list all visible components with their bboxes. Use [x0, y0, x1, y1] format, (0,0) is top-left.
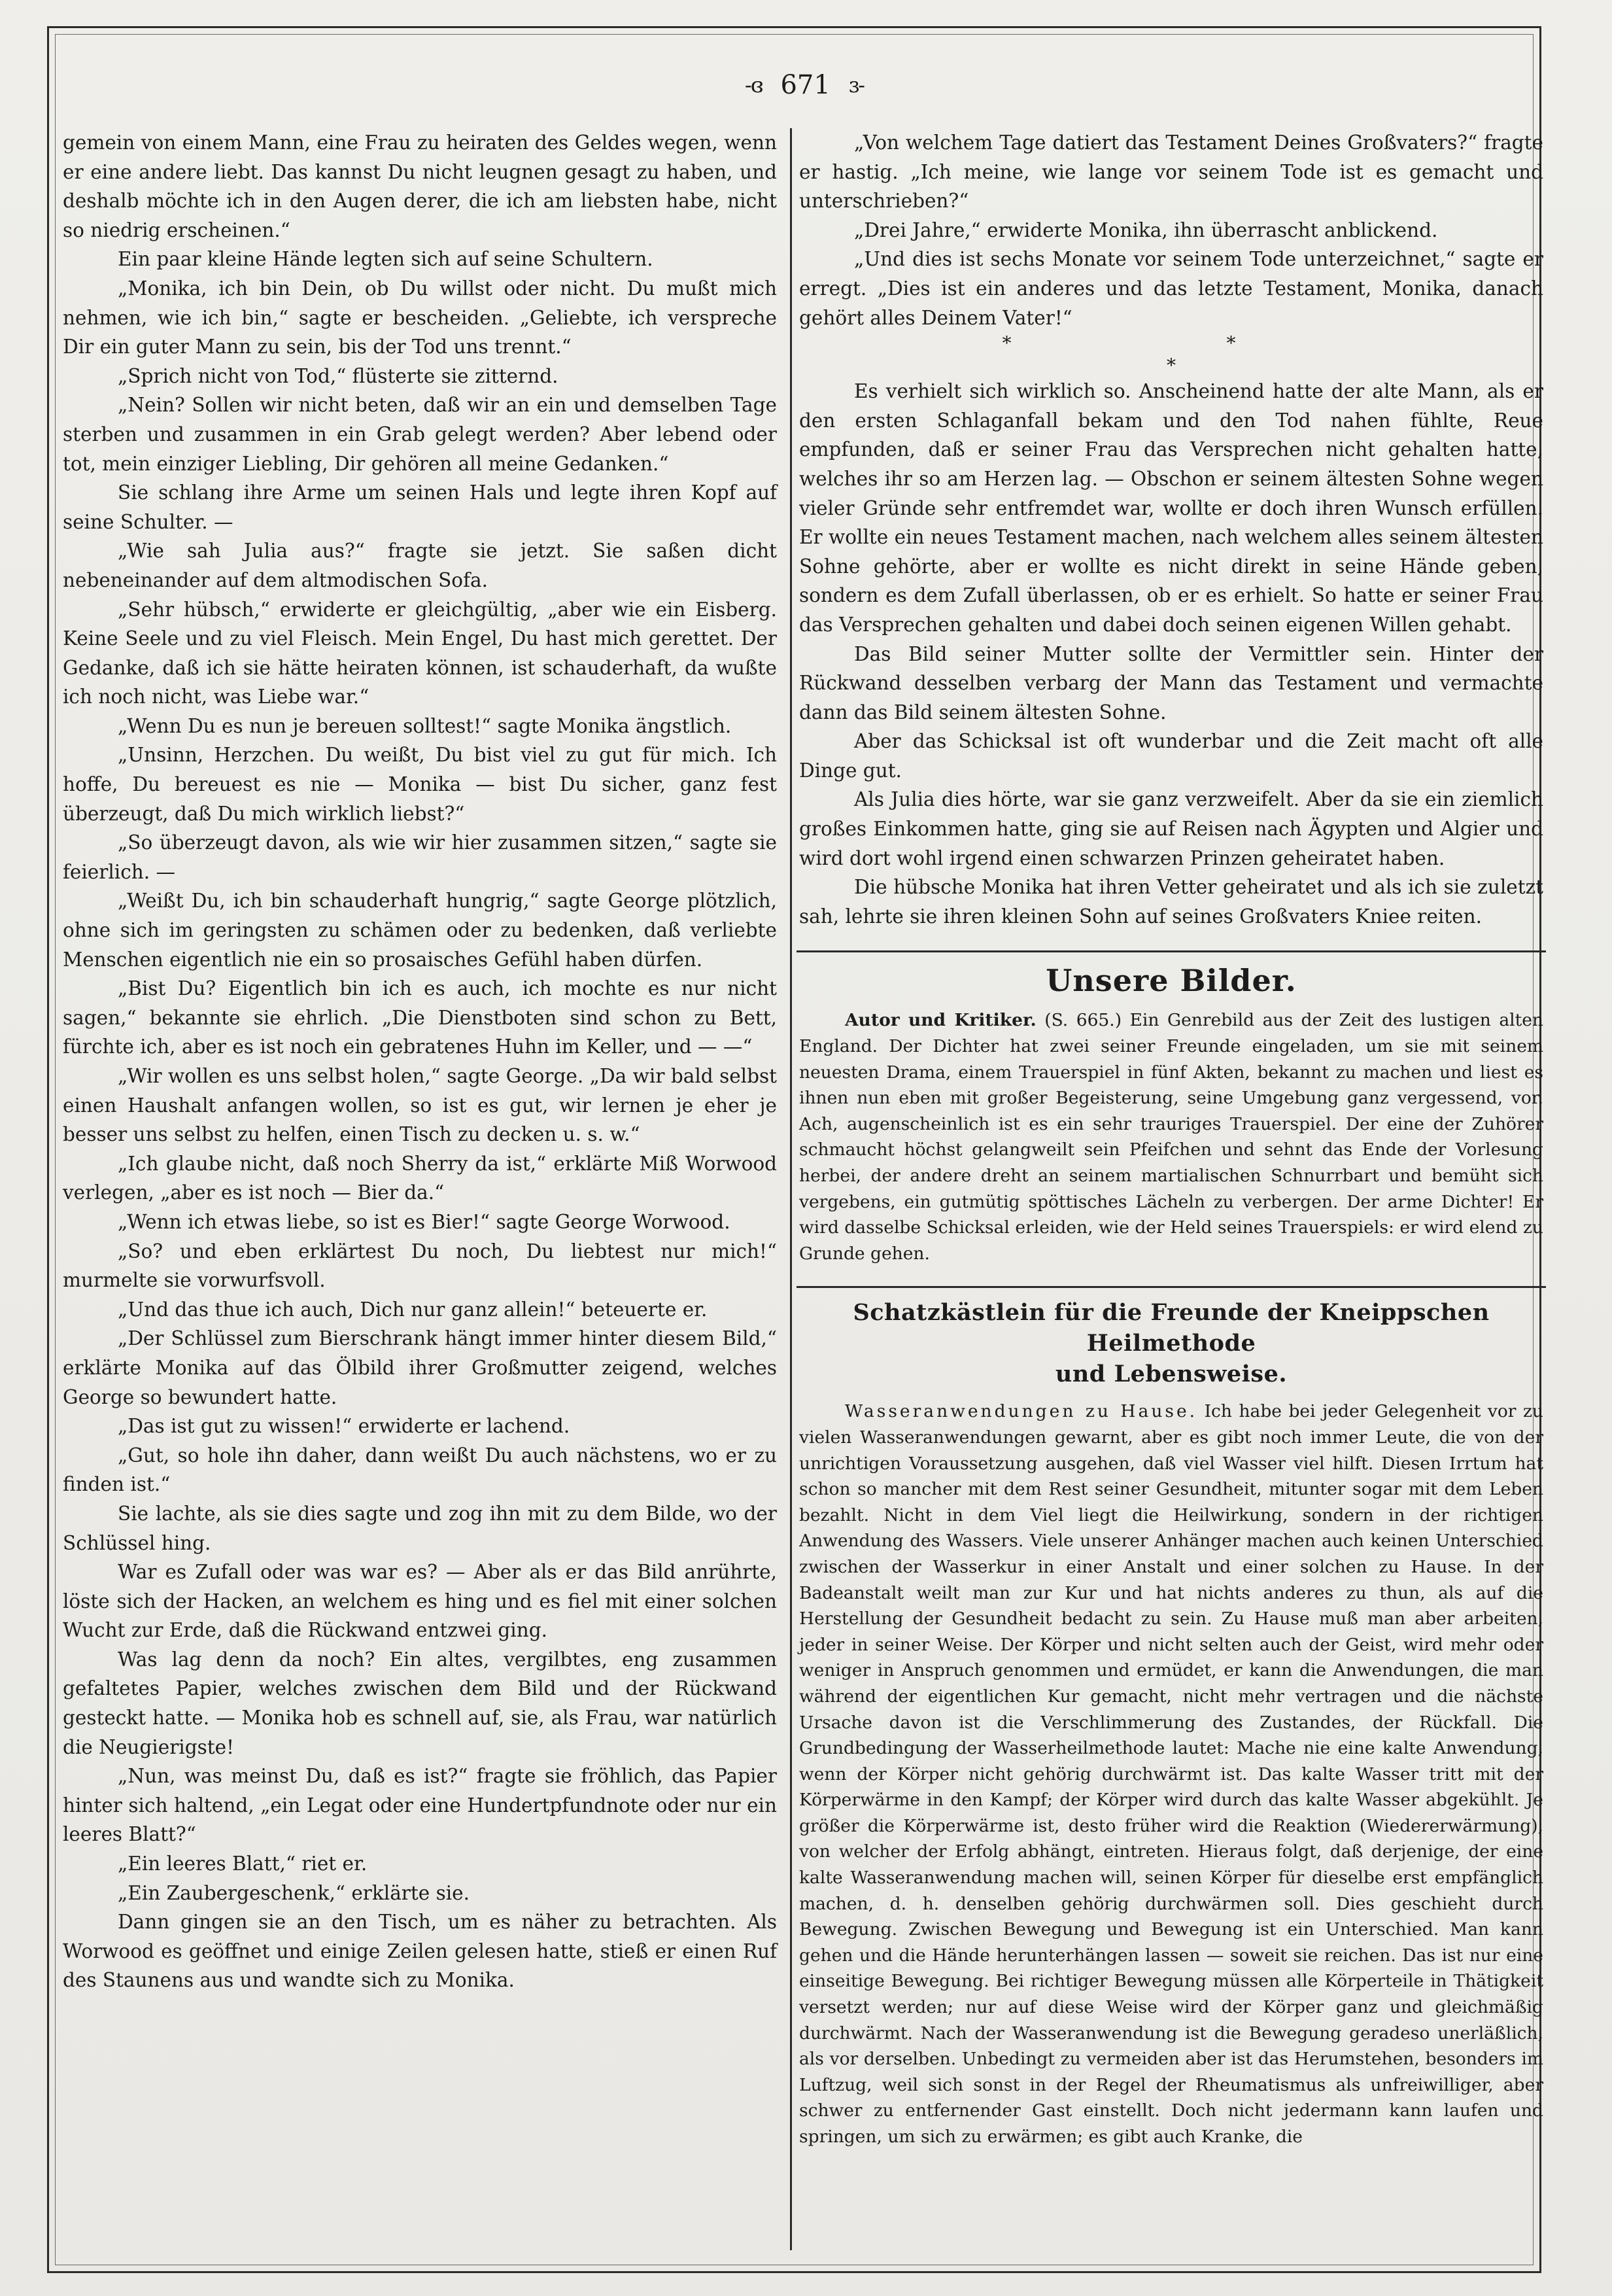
section-text-bilder: (S. 665.) Ein Genrebild aus der Zeit des lustigen alten England. Der Dichter hat zwei seiner Freunde eingeladen, um sie mit seinem neuesten Drama, einem Trauerspiel in fünf Akten, bekannt zu machen und liest es ihnen nun eben mit großer Begeisterung, seine Umgebung ganz vergessend, vor. Ach, augenscheinlich ist es ein sehr trauriges Trauerspiel. Der eine der Zuhörer schmaucht höchst gelangweilt sein Pfeifchen und sehnt das Ende der Vorlesung herbei, der andere dreht an seinem martialischen Schnurrbart und bemüht sich vergebens, ein gutmütig spöttisches Lächeln zu verbergen. Der arme Dichter! Er wird dasselbe Schicksal erleiden, wie der Held seines Trauerspiels: er wird elend zu Grunde gehen. — [799, 1010, 1543, 1264]
paragraph: „Und das thue ich auch, Dich nur ganz allein!“ beteuerte er. — [118, 1298, 708, 1321]
section-title-kneipp-line1: Schatzkästlein für die Freunde der Kneippschen Heilmethode — [853, 1299, 1490, 1357]
paragraph: Sie schlang ihre Arme um seinen Hals und legte ihren Kopf auf seine Schulter. — — [63, 481, 777, 533]
page-number: 671 — [780, 70, 831, 100]
section-stars-bottom: * — [1167, 355, 1176, 377]
ornament-right: ɜ- — [848, 73, 864, 97]
section-body-bilder — [799, 1007, 1543, 1266]
paragraph: Aber das Schicksal ist oft wunderbar und die Zeit macht oft alle Dinge gut. — [799, 730, 1543, 782]
story-text-right — [799, 128, 1543, 332]
paragraph: „Wir wollen es uns selbst holen,“ sagte George. „Da wir bald selbst einen Haushalt anfangen wollen, so ist es gut, wir lernen je eher je besser uns selbst zu helfen, einen Tisch zu decken u. s. w.“ — [63, 1065, 777, 1146]
section-title-bilder: Unsere Bilder. — [1046, 963, 1297, 999]
paragraph: War es Zufall oder was war es? — Aber als er das Bild anrührte, löste sich der Hacken, an welchem es hing und es fiel mit einer solchen Wucht zur Erde, daß die Rückwand entzwei ging. — [63, 1561, 777, 1642]
paragraph: „Wie sah Julia aus?“ fragte sie jetzt. Sie saßen dicht nebeneinander auf dem altmodischen Sofa. — [63, 540, 777, 591]
paragraph: Das Bild seiner Mutter sollte der Vermittler sein. Hinter der Rückwand desselben verbarg der Mann das Testament und vermachte dann das Bild seinem ältesten Sohne. — [799, 642, 1543, 723]
paragraph: „Nein? Sollen wir nicht beten, daß wir an ein und demselben Tage sterben und zusammen in ein Grab gelegt werden? Aber lebend oder tot, mein einziger Liebling, Dir gehören all meine Gedanken.“ — [63, 394, 777, 475]
paragraph: „Bist Du? Eigentlich bin ich es auch, ich mochte es nur nicht sagen,“ bekannte sie ehrlich. „Die Dienstboten sind schon zu Bett, fürchte ich, aber es ist noch ein gebratenes Huhn im Keller, und — —“ — [63, 977, 777, 1058]
section-stars-top: * * — [1002, 332, 1341, 355]
section-title-kneipp — [799, 1297, 1543, 1389]
paragraph: „Nun, was meinst Du, daß es ist?“ fragte sie fröhlich, das Papier hinter sich haltend, „ein Legat oder eine Hundertpfundnote oder nur ein leeres Blatt?“ — [63, 1765, 777, 1846]
story-text-left — [63, 128, 777, 1995]
story-text-right-continued — [799, 377, 1543, 931]
paragraph: „Gut, so hole ihn daher, dann weißt Du auch nächstens, wo er zu finden ist.“ — [63, 1444, 777, 1496]
section-title-kneipp-line2: und Lebensweise. — [1055, 1361, 1288, 1388]
paragraph: „Der Schlüssel zum Bierschrank hängt immer hinter diesem Bild,“ erklärte Monika auf das Ölbild ihrer Großmutter zeigend, welches George so bewundert hatte. — [63, 1327, 777, 1408]
section-body-kneipp — [799, 1399, 1543, 2149]
paragraph: Ein paar kleine Hände legten sich auf seine Schultern. — [118, 248, 653, 271]
paragraph: „Weißt Du, ich bin schauderhaft hungrig,“ sagte George plötzlich, ohne sich im geringsten zu schämen oder zu bedenken, daß verliebte Menschen eigentlich nie ein so prosaisches Gefühl haben dürfen. — [63, 890, 777, 971]
paragraph: „So? und eben erklärtest Du noch, Du liebtest nur mich!“ murmelte sie vorwurfsvoll. — [63, 1240, 777, 1292]
paragraph: „Von welchem Tage datiert das Testament Deines Großvaters?“ fragte er hastig. „Ich meine, wie lange vor seinem Tode ist es gemacht und unterschrieben?“ — [799, 131, 1543, 213]
paragraph: „Das ist gut zu wissen!“ erwiderte er lachend. — [118, 1415, 570, 1438]
paragraph: „Ich glaube nicht, daß noch Sherry da ist,“ erklärte Miß Worwood verlegen, „aber es ist noch — Bier da.“ — [63, 1152, 777, 1204]
paragraph: gemein von einem Mann, eine Frau zu heiraten des Geldes wegen, wenn er eine andere liebt. Das kannst Du nicht leugnen gesagt zu haben, und deshalb möchte ich in den Augen derer, die ich am liebsten habe, nicht so niedrig erscheinen.“ — [63, 131, 777, 241]
paragraph: „Monika, ich bin Dein, ob Du willst oder nicht. Du mußt mich nehmen, wie ich bin,“ sagte er bescheiden. „Geliebte, ich verspreche Dir ein guter Mann zu sein, bis der Tod uns trennt.“ — [63, 277, 777, 358]
paragraph: „Sprich nicht von Tod,“ flüsterte sie zitternd. — [118, 364, 558, 387]
ornament-left: -ɞ — [745, 73, 763, 97]
paragraph: Als Julia dies hörte, war sie ganz verzweifelt. Aber da sie ein ziemlich großes Einkommen hatte, ging sie auf Reisen nach Ägypten und Algier und wird dort wohl irgend einen schwarzen Prinzen geheiratet haben. — [799, 788, 1543, 869]
section-rule-1 — [797, 950, 1546, 952]
paragraph: „Wenn ich etwas liebe, so ist es Bier!“ sagte George Worwood. — [118, 1210, 730, 1233]
section-rule-2 — [797, 1286, 1546, 1288]
paragraph: Die hübsche Monika hat ihren Vetter geheiratet und als ich sie zuletzt sah, lehrte sie ihren kleinen Sohn auf seines Großvaters Kniee reiten. — [799, 876, 1543, 928]
paragraph: „Ein leeres Blatt,“ riet er. — [118, 1852, 368, 1875]
paragraph: Sie lachte, als sie dies sagte und zog ihn mit zu dem Bilde, wo der Schlüssel hing. — [63, 1502, 777, 1554]
section-lead-bilder: Autor und Kritiker. — [845, 1010, 1037, 1031]
left-column — [63, 128, 777, 1995]
paragraph: „So überzeugt davon, als wie wir hier zusammen sitzen,“ sagte sie feierlich. — — [63, 831, 777, 883]
section-lead-kneipp: Wasseranwendungen zu Hause. — [845, 1401, 1198, 1422]
paragraph: „Wenn Du es nun je bereuen solltest!“ sagte Monika ängstlich. — [118, 714, 732, 737]
paragraph: „Und dies ist sechs Monate vor seinem Tode unterzeichnet,“ sagte er erregt. „Dies ist ein anderes und das letzte Testament, Monika, danach gehört alles Deinem Vater!“ — [799, 248, 1543, 329]
page-header — [654, 65, 955, 105]
column-divider — [790, 128, 792, 2250]
paragraph: Was lag denn da noch? Ein altes, vergilbtes, eng zusammen gefaltetes Papier, welches zwischen dem Bild und der Rückwand gesteckt hatte. — Monika hob es schnell auf, sie, als Frau, war natürlich die Neugierigste! — [63, 1648, 777, 1758]
right-column — [799, 128, 1543, 2150]
section-text-kneipp: Ich habe bei jeder Gelegenheit vor zu vielen Wasseranwendungen gewarnt, aber es gibt noch immer Leute, die von der unrichtigen Voraussetzung ausgehen, daß viel Wasser viel hilft. Diesen Irrtum hat schon so mancher mit dem Rest seiner Gesundheit, mitunter sogar mit dem Leben bezahlt. Nicht in dem Viel liegt die Heilwirkung, sondern in der richtigen Anwendung des Wassers. Viele unserer Anhänger machen auch keinen Unterschied zwischen der Wasserkur in einer Anstalt und einer solchen zu Hause. In der Badeanstalt weilt man zur Kur und hat nichts anderes zu thun, als auf die Herstellung der Gesundheit bedacht zu sein. Zu Hause muß man aber arbeiten, jeder in seiner Weise. Der Körper und nicht selten auch der Geist, wird mehr oder weniger in Anspruch genommen und ermüdet, er kann die Anwendungen, die man während der eigentlichen Kur gemacht, nicht mehr vertragen und die nächste Ursache davon ist die Verschlimmerung des Zustandes, der Rückfall. Die Grundbedingung der Wasserheilmethode lautet: Mache nie eine kalte Anwendung, wenn der Körper nicht gehörig durchwärmt ist. Das kalte Wasser tritt mit der Körperwärme in den Kampf; der Körper wird durch das kalte Wasser abgekühlt. Je größer die Körperwärme ist, desto früher wird die Reaktion (Wiedererwärmung), von welcher der Erfolg abhängt, eintreten. Hieraus folgt, daß derjenige, der eine kalte Wasseranwendung machen will, seinen Körper für dieselbe erst empfänglich machen, d. h. denselben gehörig durchwärmen soll. Dies geschieht durch Bewegung. Zwischen Bewegung und Bewegung ist ein Unterschied. Man kann gehen und die Hände herunterhängen lassen — soweit sie reichen. Das ist nur eine einseitige Bewegung. Bei richtiger Bewegung müssen alle Körperteile in Thätigkeit versetzt werden; nur auf diese Weise wird der Körper ganz und gleichmäßig durchwärmt. Nach der Wasseranwendung ist die Bewegung geradeso unerläßlich, als vor derselben. Unbedingt zu vermeiden aber ist das Herumstehen, besonders im Luftzug, weil sich sonst in der Regel der Rheumatismus als unfreiwilliger, aber schwer zu entfernender Gast einstellt. Doch nicht jedermann kann laufen und springen, um sich zu erwärmen; es gibt auch Kranke, die — [799, 1401, 1543, 2147]
paragraph: Dann gingen sie an den Tisch, um es näher zu betrachten. Als Worwood es geöffnet und einige Zeilen gelesen hatte, stieß er einen Ruf des Staunens aus und wandte sich zu Monika. — [63, 1911, 777, 1992]
paragraph: „Drei Jahre,“ erwiderte Monika, ihn überrascht anblickend. — [854, 218, 1438, 241]
paragraph: „Sehr hübsch,“ erwiderte er gleichgültig, „aber wie ein Eisberg. Keine Seele und zu viel Fleisch. Mein Engel, Du hast mich gerettet. Der Gedanke, daß ich sie hätte heiraten können, ist schauderhaft, da wußte ich noch nicht, was Liebe war.“ — [63, 598, 777, 708]
paragraph: „Ein Zaubergeschenk,“ erklärte sie. — [118, 1881, 470, 1904]
paragraph: Es verhielt sich wirklich so. Anscheinend hatte der alte Mann, als er den ersten Schlaganfall bekam und den Tod nahen fühlte, Reue empfunden, daß er seiner Frau das Versprechen nicht gehalten hatte, welches ihr so am Herzen lag. — Obschon er seinem ältesten Sohne wegen vieler Gründe sehr entfremdet war, wollte er doch ihren Wunsch erfüllen. Er wollte ein neues Testament machen, nach welchem alles seinem ältesten Sohne gehörte, aber er wollte es nicht direkt in seine Hände geben, sondern es dem Zufall überlassen, ob er es erhielt. So hatte er seiner Frau das Versprechen gehalten und dabei doch seinen eigenen Willen gehabt. — [799, 380, 1543, 636]
paragraph: „Unsinn, Herzchen. Du weißt, Du bist viel zu gut für mich. Ich hoffe, Du bereuest es nie — Monika — bist Du sicher, ganz fest überzeugt, daß Du mich wirklich liebst?“ — [63, 744, 777, 825]
